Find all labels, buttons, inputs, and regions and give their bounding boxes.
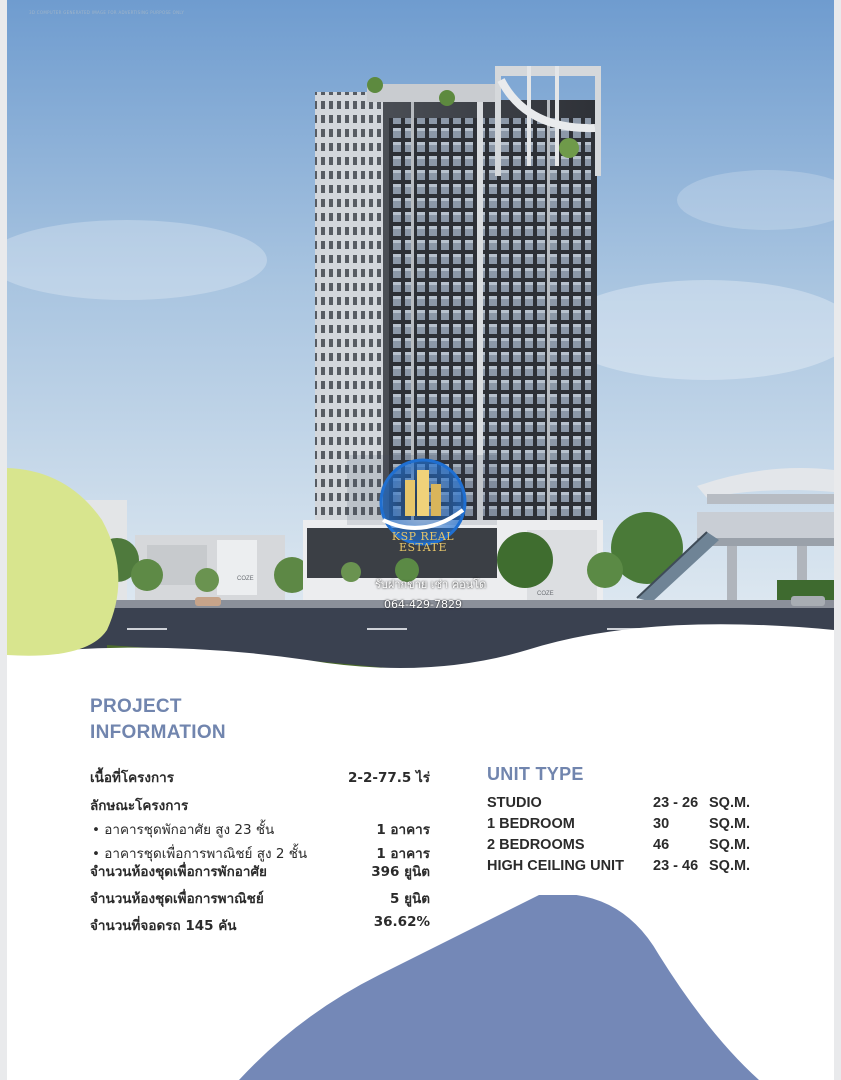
facade-sign: COZE	[537, 591, 554, 597]
heading-line-2: INFORMATION	[90, 722, 226, 743]
stat-value: 5 ยูนิต	[390, 891, 430, 907]
unit-row	[487, 858, 755, 879]
project-information-heading	[90, 694, 226, 746]
building-value: 1 อาคาร	[376, 822, 430, 838]
project-character-block	[90, 794, 430, 864]
building-row	[90, 818, 430, 840]
unit-measure: SQ.M.	[709, 858, 751, 874]
watermark-service-text: รับฝากขาย เช่า คอนโด	[375, 578, 487, 591]
stat-row	[90, 914, 430, 936]
watermark-phone: 064-429-7829	[384, 598, 462, 611]
area-row	[90, 766, 430, 788]
building-value: 1 อาคาร	[376, 846, 430, 862]
unit-measure: SQ.M.	[709, 837, 751, 853]
stat-value: 36.62%	[373, 914, 430, 930]
unit-size: 23 - 46	[653, 858, 699, 874]
unit-measure: SQ.M.	[709, 816, 751, 832]
hero-rendering	[7, 0, 834, 700]
stat-value: 396 ยูนิต	[371, 864, 430, 880]
area-label: เนื้อที่โครงการ	[90, 770, 174, 786]
character-label: ลักษณะโครงการ	[90, 798, 189, 814]
logo-brand-text: KSP REAL ESTATE	[391, 530, 455, 554]
heading-line-1: PROJECT	[90, 696, 182, 717]
unit-measure: SQ.M.	[709, 795, 751, 811]
image-disclaimer: 3D COMPUTER GENERATED IMAGE FOR ADVERTISING PURPOSE ONLY	[29, 10, 185, 15]
stat-label: จำนวนที่จอดรถ 145 คัน	[90, 918, 237, 934]
facade-sign-left: COZE	[237, 576, 254, 582]
stat-label: จำนวนห้องชุดเพื่อการพาณิชย์	[90, 891, 264, 907]
unit-name: HIGH CEILING UNIT	[487, 858, 624, 874]
stat-row	[90, 887, 430, 909]
unit-row	[487, 795, 755, 816]
unit-type-heading: UNIT TYPE	[487, 764, 584, 784]
unit-name: 2 BEDROOMS	[487, 837, 585, 853]
stat-label: จำนวนห้องชุดเพื่อการพักอาศัย	[90, 864, 267, 880]
unit-row	[487, 837, 755, 858]
unit-size: 30	[653, 816, 670, 832]
unit-name: STUDIO	[487, 795, 542, 811]
unit-row	[487, 816, 755, 837]
unit-type-table	[487, 795, 755, 879]
project-stats-block	[90, 860, 430, 936]
unit-size: 23 - 26	[653, 795, 699, 811]
area-value: 2-2-77.5 ไร่	[347, 770, 430, 786]
unit-name: 1 BEDROOM	[487, 816, 575, 832]
building-label: • อาคารชุดเพื่อการพาณิชย์ สูง 2 ชั้น	[92, 846, 308, 862]
building-label: • อาคารชุดพักอาศัย สูง 23 ชั้น	[92, 822, 275, 838]
unit-size: 46	[653, 837, 670, 853]
stat-row	[90, 860, 430, 882]
brochure-page	[7, 0, 834, 1080]
